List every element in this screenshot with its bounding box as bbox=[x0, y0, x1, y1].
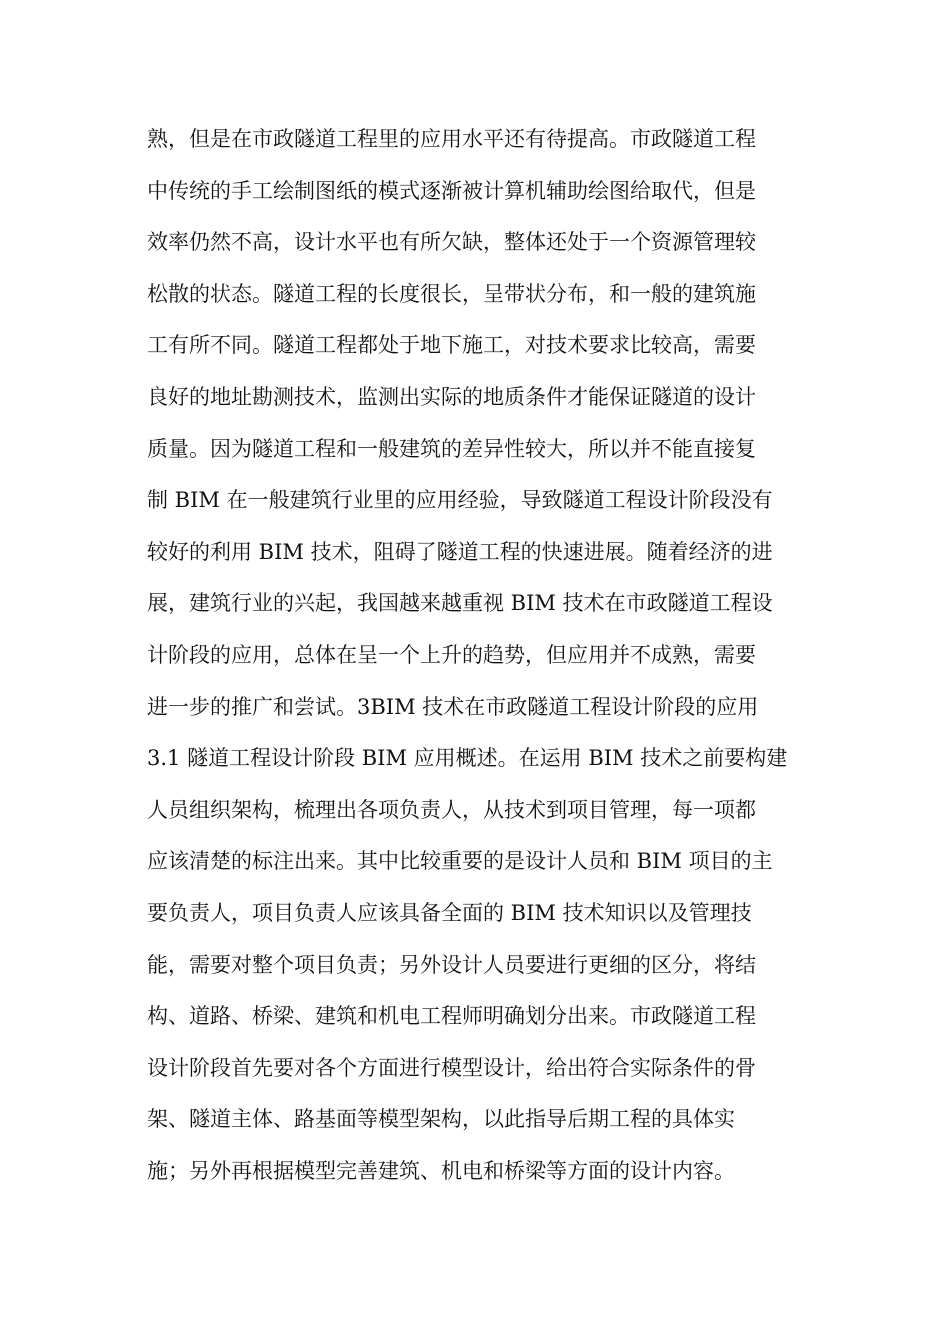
text-line: 要负责人，项目负责人应该具备全面的 BIM 技术知识以及管理技 bbox=[147, 900, 752, 925]
body-text bbox=[147, 114, 807, 1197]
text-line: 熟，但是在市政隧道工程里的应用水平还有待提高。市政隧道工程 bbox=[147, 127, 756, 151]
text-line: 构、道路、桥梁、建筑和机电工程师明确划分出来。市政隧道工程 bbox=[147, 1004, 756, 1029]
text-line: 人员组织架构，梳理出各项负责人，从技术到项目管理，每一项都 bbox=[147, 797, 756, 822]
text-line: 3.1 隧道工程设计阶段 BIM 应用概述。在运用 BIM 技术之前要构建 bbox=[147, 746, 788, 771]
text-line: 进一步的推广和尝试。3BIM 技术在市政隧道工程设计阶段的应用 bbox=[147, 694, 759, 719]
text-line: 计阶段的应用，总体在呈一个上升的趋势，但应用并不成熟，需要 bbox=[147, 642, 756, 667]
text-line: 质量。因为隧道工程和一般建筑的差异性较大，所以并不能直接复 bbox=[147, 436, 756, 461]
text-line: 良好的地址勘测技术，监测出实际的地质条件才能保证隧道的设计 bbox=[147, 384, 756, 409]
text-line: 中传统的手工绘制图纸的模式逐渐被计算机辅助绘图给取代，但是 bbox=[147, 178, 756, 203]
text-line: 效率仍然不高，设计水平也有所欠缺，整体还处于一个资源管理较 bbox=[147, 230, 756, 255]
text-line: 架、隧道主体、路基面等模型架构，以此指导后期工程的具体实 bbox=[147, 1107, 735, 1132]
text-line: 展，建筑行业的兴起，我国越来越重视 BIM 技术在市政隧道工程设 bbox=[147, 591, 773, 616]
text-line: 应该清楚的标注出来。其中比较重要的是设计人员和 BIM 项目的主 bbox=[147, 849, 773, 874]
text-line: 较好的利用 BIM 技术，阻碍了隧道工程的快速进展。随着经济的进 bbox=[147, 539, 773, 564]
text-line: 能，需要对整个项目负责；另外设计人员要进行更细的区分，将结 bbox=[147, 952, 756, 977]
text-line: 设计阶段首先要对各个方面进行模型设计，给出符合实际条件的骨 bbox=[147, 1055, 756, 1080]
text-line: 制 BIM 在一般建筑行业里的应用经验，导致隧道工程设计阶段没有 bbox=[147, 488, 773, 513]
text-line: 松散的状态。隧道工程的长度很长，呈带状分布，和一般的建筑施 bbox=[147, 281, 756, 306]
text-line: 施；另外再根据模型完善建筑、机电和桥梁等方面的设计内容。 bbox=[147, 1158, 735, 1183]
text-line: 工有所不同。隧道工程都处于地下施工，对技术要求比较高，需要 bbox=[147, 333, 756, 358]
